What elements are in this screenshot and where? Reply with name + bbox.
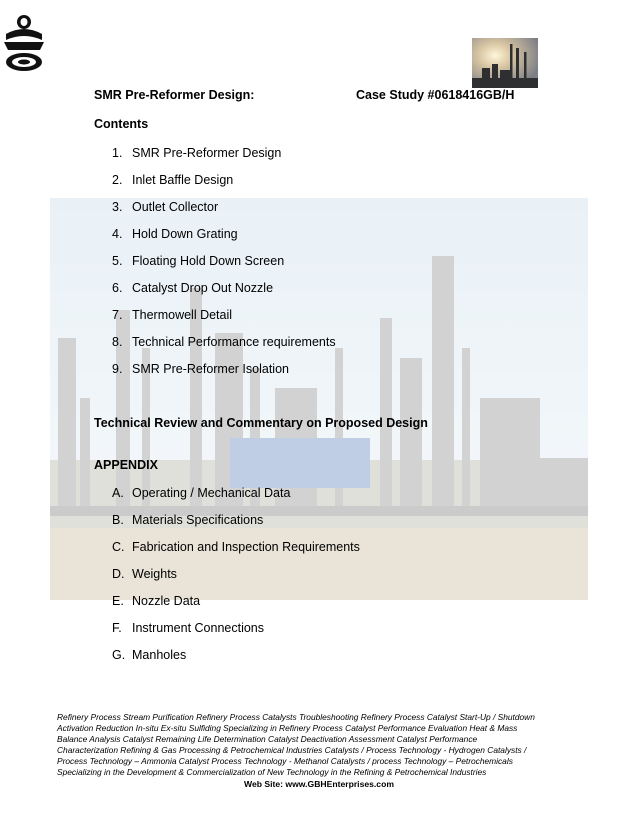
document-title: SMR Pre-Reformer Design:: [94, 88, 255, 102]
item-marker: 1.: [112, 146, 123, 160]
item-marker: 3.: [112, 200, 123, 214]
website-link[interactable]: Web Site: www.GBHEnterprises.com: [244, 779, 394, 789]
contents-item: [112, 308, 232, 322]
contents-item: [112, 146, 281, 160]
footer-line: Process Technology – Ammonia Catalyst Process Technology - Methanol Catalysts / process Technology – Petrochemicals: [57, 756, 513, 766]
footer-line: Characterization Refining & Gas Processing & Petrochemical Industries Catalysts / Process Technology - Hydrogen Catalysts /: [57, 745, 527, 755]
item-label: SMR Pre-Reformer Design: [132, 146, 282, 160]
item-marker: 8.: [112, 335, 123, 349]
item-marker: F.: [112, 621, 122, 635]
technical-review-heading: Technical Review and Commentary on Proposed Design: [94, 416, 428, 430]
item-label: Operating / Mechanical Data: [132, 486, 291, 500]
item-marker: 6.: [112, 281, 123, 295]
appendix-item: [112, 567, 177, 581]
item-marker: C.: [112, 540, 125, 554]
footer-line: Specializing in the Development & Commercialization of New Technology in the Refining & Petrochemical Industries: [57, 767, 487, 777]
item-marker: 2.: [112, 173, 123, 187]
footer-line: Balance Analysis Catalyst Remaining Life Determination Catalyst Deactivation Assessment Catalyst Performance: [57, 734, 478, 744]
contents-item: [112, 362, 289, 376]
item-label: Outlet Collector: [132, 200, 219, 214]
item-marker: D.: [112, 567, 125, 581]
refinery-sunset-photo: [472, 38, 538, 88]
appendix-item: [112, 621, 264, 635]
item-label: Catalyst Drop Out Nozzle: [132, 281, 274, 295]
appendix-item: [112, 594, 200, 608]
item-label: Floating Hold Down Screen: [132, 254, 285, 268]
contents-item: [112, 227, 238, 241]
contents-item: [112, 200, 218, 214]
footer-services-text: [57, 712, 587, 778]
footer-line: Refinery Process Stream Purification Refinery Process Catalysts Troubleshooting Refinery Process Catalyst Start-Up / Shutdown: [57, 712, 535, 722]
item-marker: 4.: [112, 227, 123, 241]
contents-heading: Contents: [94, 117, 149, 131]
item-label: Inlet Baffle Design: [132, 173, 234, 187]
appendix-item: [112, 648, 186, 662]
contents-item: [112, 335, 336, 349]
item-label: Hold Down Grating: [132, 227, 238, 241]
item-label: Thermowell Detail: [132, 308, 233, 322]
item-label: Manholes: [132, 648, 187, 662]
contents-item: [112, 281, 273, 295]
footer-line: Activation Reduction In-situ Ex-situ Sulfiding Specializing in Refinery Process Catalyst Performance Evaluation Heat & Mass: [57, 723, 518, 733]
item-marker: 7.: [112, 308, 123, 322]
appendix-heading: APPENDIX: [94, 458, 158, 472]
item-marker: E.: [112, 594, 124, 608]
case-study-number: Case Study #0618416GB/H: [356, 88, 515, 102]
gbh-logo: [2, 12, 46, 74]
appendix-item: [112, 540, 360, 554]
appendix-item: [112, 486, 290, 500]
item-marker: 9.: [112, 362, 123, 376]
item-marker: B.: [112, 513, 124, 527]
contents-item: [112, 254, 284, 268]
appendix-item: [112, 513, 263, 527]
item-label: Weights: [132, 567, 177, 581]
item-marker: 5.: [112, 254, 123, 268]
item-label: Nozzle Data: [132, 594, 201, 608]
contents-item: [112, 173, 233, 187]
item-label: Materials Specifications: [132, 513, 264, 527]
item-label: Fabrication and Inspection Requirements: [132, 540, 360, 554]
item-label: Technical Performance requirements: [132, 335, 336, 349]
item-label: SMR Pre-Reformer Isolation: [132, 362, 289, 376]
item-marker: A.: [112, 486, 124, 500]
item-marker: G.: [112, 648, 126, 662]
item-label: Instrument Connections: [132, 621, 265, 635]
